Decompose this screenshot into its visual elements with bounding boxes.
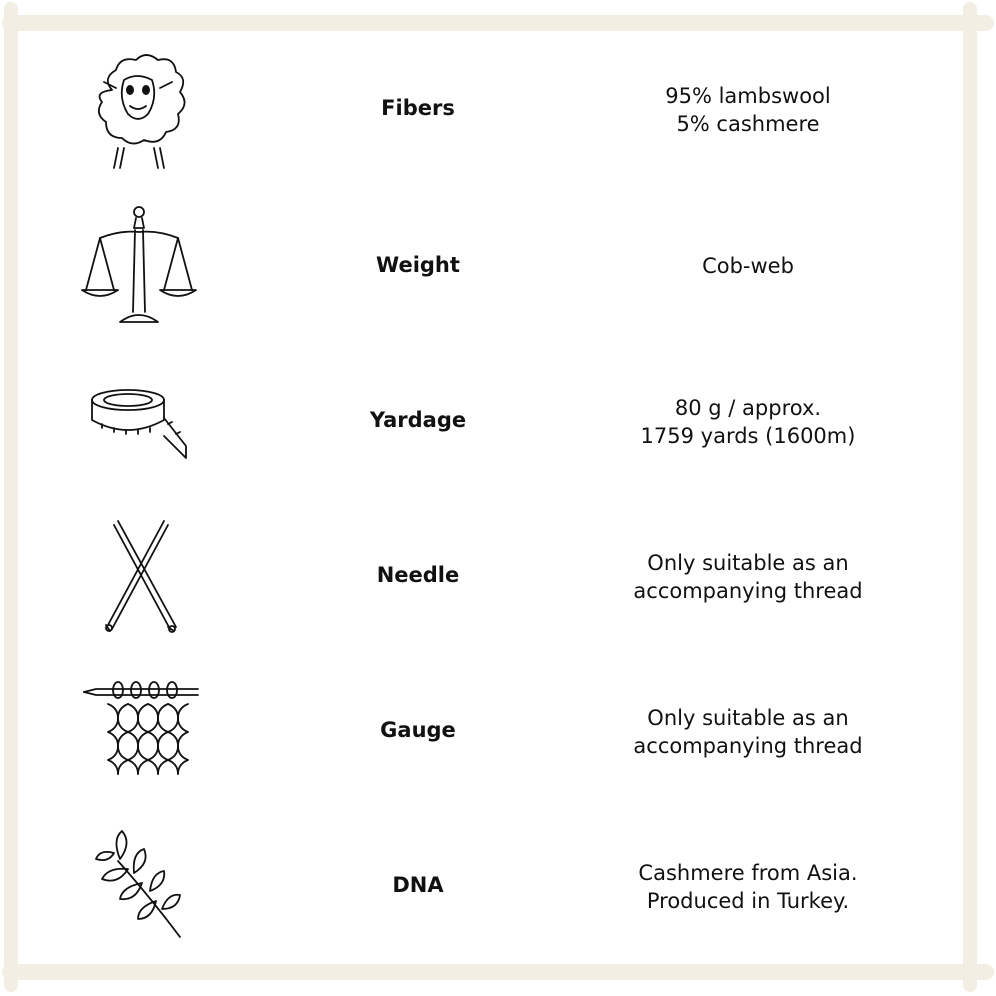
spec-value: Cob-web xyxy=(702,254,794,278)
spec-value: Cashmere from Asia. Produced in Turkey. xyxy=(638,861,858,913)
scale-icon xyxy=(72,196,202,346)
spec-row-gauge xyxy=(0,662,996,812)
spec-row-yardage xyxy=(0,352,996,502)
knitting-needles-icon xyxy=(72,507,202,657)
spec-value: 80 g / approx. 1759 yards (1600m) xyxy=(640,396,856,448)
spec-row-dna xyxy=(0,817,996,967)
spec-row-weight xyxy=(0,196,996,346)
knit-stitch-icon xyxy=(72,662,202,812)
frame-top-border xyxy=(2,15,994,31)
spec-value: Only suitable as an accompanying thread xyxy=(633,706,863,758)
spec-label: Yardage xyxy=(369,408,467,432)
spec-label: Fibers xyxy=(381,96,455,120)
spec-value: 95% lambswool 5% cashmere xyxy=(665,84,831,136)
spec-label: Weight xyxy=(376,253,460,277)
spec-value: Only suitable as an accompanying thread xyxy=(633,551,863,603)
spec-label: DNA xyxy=(392,873,444,897)
branch-icon xyxy=(72,817,202,967)
sheep-icon xyxy=(72,40,202,190)
spec-label: Needle xyxy=(376,563,460,587)
spec-label: Gauge xyxy=(380,718,456,742)
spec-row-needle xyxy=(0,507,996,657)
spec-row-fibers xyxy=(0,40,996,190)
measuring-tape-icon xyxy=(72,352,202,502)
